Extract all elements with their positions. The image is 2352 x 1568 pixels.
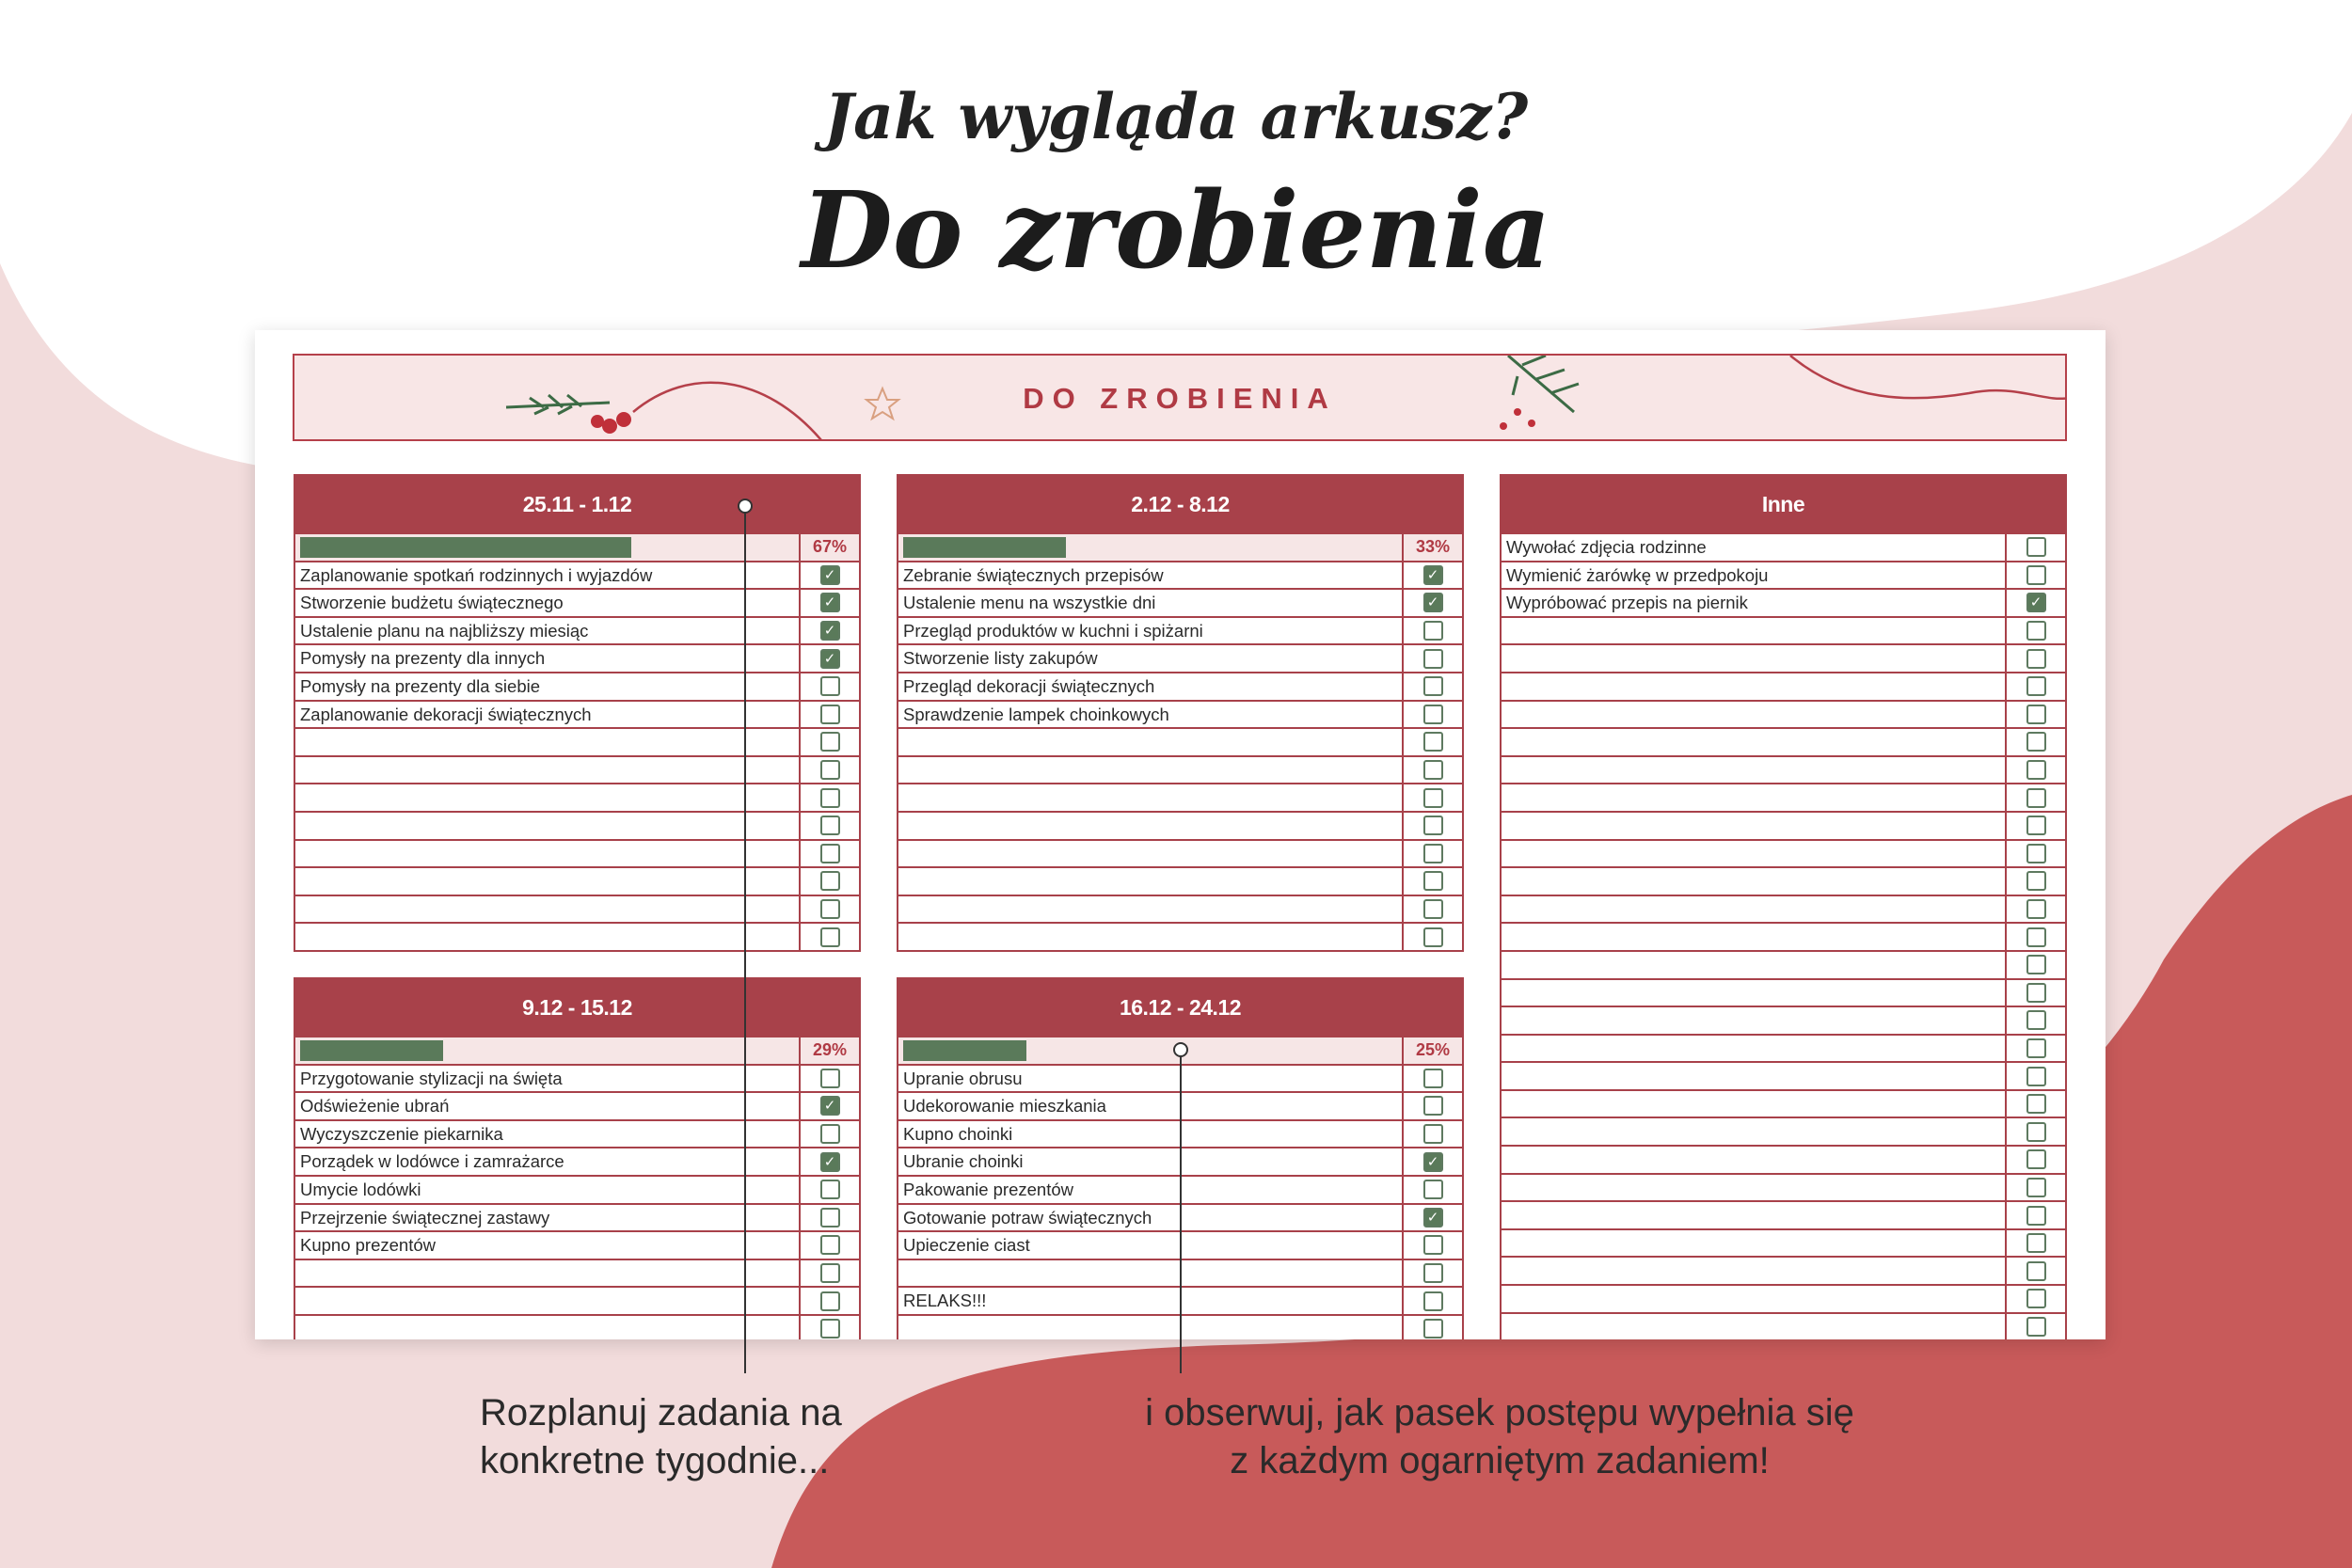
task-row (1502, 1200, 2065, 1228)
task-row (295, 1230, 859, 1259)
task-row (898, 895, 1462, 923)
task-text[interactable] (898, 841, 1404, 867)
task-row (1502, 561, 2065, 589)
task-text[interactable] (1502, 673, 2007, 700)
task-checkbox[interactable]: ✓ (820, 621, 840, 641)
task-text[interactable] (1502, 1202, 2007, 1228)
task-row (1502, 1006, 2065, 1034)
task-checkbox[interactable] (2026, 1261, 2046, 1281)
task-row (898, 561, 1462, 589)
task-text[interactable] (295, 757, 801, 784)
task-text[interactable]: Wyczyszczenie piekarnika (295, 1121, 801, 1148)
progress-percent: 25% (1415, 1040, 1451, 1059)
task-row (295, 1175, 859, 1203)
task-row (898, 616, 1462, 644)
task-checkbox[interactable] (2026, 1010, 2046, 1030)
task-text[interactable] (295, 924, 801, 950)
task-checkbox[interactable]: ✓ (820, 1096, 840, 1116)
task-text[interactable]: Przegląd dekoracji świątecznych (898, 673, 1404, 700)
task-row (1502, 922, 2065, 950)
task-checkbox[interactable] (820, 1208, 840, 1227)
task-checkbox[interactable] (2026, 871, 2046, 891)
task-checkbox[interactable] (2026, 1067, 2046, 1086)
task-checkbox[interactable] (820, 1124, 840, 1144)
task-text[interactable]: Wymienić żarówkę w przedpokoju (1502, 562, 2007, 589)
task-text[interactable]: Gotowanie potraw świątecznych (898, 1205, 1404, 1231)
task-row (898, 839, 1462, 867)
panel-header: 9.12 - 15.12 (295, 979, 859, 1036)
task-text[interactable]: Pomysły na prezenty dla innych (295, 645, 801, 672)
task-panel (897, 474, 1464, 952)
task-checkbox[interactable] (2026, 621, 2046, 641)
task-checkbox[interactable] (1423, 705, 1443, 724)
task-row (1502, 588, 2065, 616)
task-row (295, 922, 859, 950)
task-checkbox[interactable] (2026, 1038, 2046, 1058)
task-checkbox[interactable] (820, 1291, 840, 1311)
task-row (1502, 1284, 2065, 1312)
task-checkbox[interactable]: ✓ (1423, 593, 1443, 612)
task-text[interactable]: Pomysły na prezenty dla siebie (295, 673, 801, 700)
task-text[interactable] (1502, 618, 2007, 644)
task-text[interactable] (898, 1260, 1404, 1287)
task-text[interactable] (1502, 1147, 2007, 1173)
task-text[interactable]: Ustalenie menu na wszystkie dni (898, 590, 1404, 616)
task-text[interactable]: Porządek w lodówce i zamrażarce (295, 1148, 801, 1175)
task-checkbox[interactable] (2026, 1233, 2046, 1253)
task-text[interactable]: Kupno choinki (898, 1121, 1404, 1148)
task-row (295, 1147, 859, 1175)
task-checkbox[interactable] (2026, 760, 2046, 780)
task-text[interactable]: Upranie obrusu (898, 1066, 1404, 1092)
task-row (1502, 700, 2065, 728)
task-checkbox[interactable] (2026, 1206, 2046, 1226)
task-checkbox[interactable] (820, 1180, 840, 1199)
task-checkbox[interactable] (2026, 676, 2046, 696)
task-checkbox[interactable]: ✓ (2026, 593, 2046, 612)
task-row (1502, 1061, 2065, 1089)
task-panel (294, 977, 861, 1339)
task-checkbox[interactable] (2026, 927, 2046, 947)
task-text[interactable]: Pakowanie prezentów (898, 1177, 1404, 1203)
task-text[interactable]: Odświeżenie ubrań (295, 1093, 801, 1119)
task-text[interactable] (295, 896, 801, 923)
task-text[interactable] (898, 868, 1404, 895)
task-text[interactable] (1502, 757, 2007, 784)
task-row (898, 866, 1462, 895)
task-text[interactable] (898, 1316, 1404, 1339)
task-row (1502, 978, 2065, 1006)
task-checkbox[interactable] (820, 732, 840, 752)
task-row (1502, 1089, 2065, 1117)
task-text[interactable]: Kupno prezentów (295, 1232, 801, 1259)
annotation-line-weeks (744, 513, 746, 1373)
task-checkbox[interactable] (1423, 927, 1443, 947)
banner (293, 354, 2067, 441)
task-row (1502, 1228, 2065, 1257)
task-checkbox[interactable] (2026, 732, 2046, 752)
task-text[interactable] (295, 1260, 801, 1287)
task-checkbox[interactable] (2026, 1149, 2046, 1169)
task-checkbox[interactable] (820, 676, 840, 696)
caption-left-line-2: konkretne tygodnie... (480, 1440, 830, 1481)
task-row (295, 1286, 859, 1314)
progress-bar (903, 537, 1066, 558)
task-text[interactable]: Wypróbować przepis na piernik (1502, 590, 2007, 616)
task-checkbox[interactable] (2026, 1289, 2046, 1308)
task-row (1502, 672, 2065, 700)
caption-right-line-1: i obserwuj, jak pasek postępu wypełnia się (1145, 1392, 1854, 1433)
task-text[interactable] (1502, 1007, 2007, 1034)
task-checkbox[interactable] (1423, 1291, 1443, 1311)
task-text[interactable]: Zebranie świątecznych przepisów (898, 562, 1404, 589)
task-checkbox[interactable] (2026, 1178, 2046, 1197)
progress-bar (300, 1040, 443, 1061)
task-checkbox[interactable] (820, 927, 840, 947)
task-checkbox[interactable]: ✓ (1423, 1208, 1443, 1227)
task-text[interactable] (295, 1288, 801, 1314)
task-row (295, 1259, 859, 1287)
task-row (295, 866, 859, 895)
task-text[interactable] (295, 841, 801, 867)
task-text[interactable] (295, 1316, 801, 1339)
task-row (1502, 643, 2065, 672)
task-row (295, 1203, 859, 1231)
task-text[interactable] (898, 729, 1404, 755)
task-row (295, 561, 859, 589)
banner-title: DO ZROBIENIA (1023, 382, 1337, 415)
task-text[interactable] (295, 813, 801, 839)
task-text[interactable]: Stworzenie listy zakupów (898, 645, 1404, 672)
task-row (1502, 866, 2065, 895)
task-panel (294, 474, 861, 952)
task-checkbox[interactable]: ✓ (820, 565, 840, 585)
task-row (295, 783, 859, 811)
task-checkbox[interactable] (1423, 1124, 1443, 1144)
task-row (1502, 1173, 2065, 1201)
task-checkbox[interactable] (2026, 705, 2046, 724)
task-text[interactable] (898, 896, 1404, 923)
task-text[interactable] (1502, 813, 2007, 839)
task-row (295, 616, 859, 644)
task-text[interactable] (1502, 1230, 2007, 1257)
task-row (1502, 1256, 2065, 1284)
task-checkbox[interactable] (1423, 732, 1443, 752)
task-text[interactable] (1502, 841, 2007, 867)
task-checkbox[interactable] (820, 844, 840, 863)
progress-bar (903, 1040, 1026, 1061)
progress-percent: 29% (812, 1040, 848, 1059)
task-row (295, 588, 859, 616)
panel-header: 2.12 - 8.12 (898, 476, 1462, 532)
task-row (1502, 755, 2065, 784)
task-checkbox[interactable] (2026, 844, 2046, 863)
task-checkbox[interactable] (2026, 816, 2046, 835)
task-row (295, 811, 859, 839)
task-text[interactable] (1502, 980, 2007, 1006)
task-text[interactable]: Zaplanowanie dekoracji świątecznych (295, 702, 801, 728)
task-row (295, 672, 859, 700)
task-checkbox[interactable] (820, 788, 840, 808)
task-row (1502, 950, 2065, 978)
task-text[interactable] (1502, 896, 2007, 923)
task-checkbox[interactable] (820, 1069, 840, 1088)
task-checkbox[interactable] (1423, 788, 1443, 808)
progress-row (295, 1036, 859, 1064)
task-row (1502, 616, 2065, 644)
task-text[interactable] (1502, 702, 2007, 728)
task-text[interactable] (898, 757, 1404, 784)
task-text[interactable]: Ustalenie planu na najbliższy miesiąc (295, 618, 801, 644)
task-checkbox[interactable] (2026, 983, 2046, 1003)
task-row (1502, 1145, 2065, 1173)
task-checkbox[interactable] (820, 816, 840, 835)
task-checkbox[interactable] (820, 760, 840, 780)
task-checkbox[interactable] (2026, 649, 2046, 669)
task-checkbox[interactable] (1423, 871, 1443, 891)
task-row (1502, 1312, 2065, 1339)
task-row (295, 1119, 859, 1148)
task-text[interactable] (295, 729, 801, 755)
task-text[interactable] (295, 784, 801, 811)
task-checkbox[interactable] (820, 871, 840, 891)
task-row (1502, 532, 2065, 561)
task-text[interactable]: Umycie lodówki (295, 1177, 801, 1203)
annotation-line-progress (1180, 1053, 1182, 1373)
progress-row (295, 532, 859, 561)
task-checkbox[interactable] (820, 705, 840, 724)
task-checkbox[interactable] (2026, 899, 2046, 919)
task-row (295, 755, 859, 784)
task-row (1502, 839, 2065, 867)
task-checkbox[interactable]: ✓ (820, 593, 840, 612)
task-checkbox[interactable] (1423, 621, 1443, 641)
task-checkbox[interactable] (2026, 565, 2046, 585)
progress-bar (300, 537, 631, 558)
task-checkbox[interactable] (1423, 1180, 1443, 1199)
task-checkbox[interactable] (1423, 1263, 1443, 1283)
panel-header: 16.12 - 24.12 (898, 979, 1462, 1036)
panel-header: Inne (1502, 476, 2065, 532)
task-checkbox[interactable]: ✓ (820, 649, 840, 669)
task-checkbox[interactable] (1423, 899, 1443, 919)
task-text[interactable]: Sprawdzenie lampek choinkowych (898, 702, 1404, 728)
task-checkbox[interactable] (820, 899, 840, 919)
task-row (295, 839, 859, 867)
task-text[interactable] (1502, 1314, 2007, 1339)
task-checkbox[interactable] (1423, 1319, 1443, 1338)
task-checkbox[interactable] (1423, 1069, 1443, 1088)
task-row (295, 700, 859, 728)
task-checkbox[interactable] (1423, 1235, 1443, 1255)
task-row (898, 672, 1462, 700)
progress-row (898, 532, 1462, 561)
task-row (898, 727, 1462, 755)
task-text[interactable]: Ubranie choinki (898, 1148, 1404, 1175)
task-checkbox[interactable] (1423, 649, 1443, 669)
progress-percent: 67% (812, 537, 848, 556)
task-text[interactable]: Wywołać zdjęcia rodzinne (1502, 534, 2007, 561)
task-checkbox[interactable] (2026, 1094, 2046, 1114)
task-text[interactable]: RELAKS!!! (898, 1288, 1404, 1314)
task-panel (1500, 474, 2067, 1339)
page-subtitle: Jak wygląda arkusz? (823, 80, 1529, 153)
task-checkbox[interactable]: ✓ (1423, 1152, 1443, 1172)
task-checkbox[interactable] (2026, 537, 2046, 557)
task-text[interactable] (1502, 1175, 2007, 1201)
task-checkbox[interactable] (1423, 816, 1443, 835)
task-text[interactable]: Przygotowanie stylizacji na święta (295, 1066, 801, 1092)
task-checkbox[interactable] (2026, 955, 2046, 974)
task-text[interactable]: Udekorowanie mieszkania (898, 1093, 1404, 1119)
task-text[interactable] (1502, 784, 2007, 811)
task-text[interactable]: Stworzenie budżetu świątecznego (295, 590, 801, 616)
page-title: Do zrobienia (801, 169, 1551, 293)
task-row (1502, 811, 2065, 839)
task-checkbox[interactable] (2026, 1317, 2046, 1337)
task-text[interactable] (1502, 924, 2007, 950)
task-checkbox[interactable] (1423, 676, 1443, 696)
task-text[interactable] (295, 868, 801, 895)
task-checkbox[interactable] (2026, 788, 2046, 808)
task-checkbox[interactable] (1423, 844, 1443, 863)
task-checkbox[interactable] (2026, 1122, 2046, 1142)
caption-left (480, 1389, 842, 1485)
task-row (898, 811, 1462, 839)
annotation-dot-progress (1173, 1042, 1188, 1057)
task-text[interactable]: Zaplanowanie spotkań rodzinnych i wyjazdów (295, 562, 801, 589)
task-text[interactable]: Upieczenie ciast (898, 1232, 1404, 1259)
task-text[interactable] (1502, 729, 2007, 755)
task-row (1502, 1117, 2065, 1145)
task-text[interactable] (1502, 1091, 2007, 1117)
task-text[interactable] (1502, 952, 2007, 978)
task-row (1502, 727, 2065, 755)
caption-right-line-2: z każdym ogarniętym zadaniem! (1230, 1440, 1770, 1481)
task-text[interactable] (898, 813, 1404, 839)
caption-left-line-1: Rozplanuj zadania na (480, 1392, 842, 1433)
task-row (295, 895, 859, 923)
task-text[interactable] (1502, 645, 2007, 672)
task-row (295, 643, 859, 672)
task-row (898, 588, 1462, 616)
task-checkbox[interactable]: ✓ (1423, 565, 1443, 585)
task-row (295, 1064, 859, 1092)
task-text[interactable]: Przejrzenie świątecznej zastawy (295, 1205, 801, 1231)
task-text[interactable] (1502, 1063, 2007, 1089)
task-row (295, 1091, 859, 1119)
task-checkbox[interactable] (1423, 1096, 1443, 1116)
panel-header: 25.11 - 1.12 (295, 476, 859, 532)
task-row (898, 922, 1462, 950)
task-row (898, 755, 1462, 784)
task-text[interactable] (1502, 868, 2007, 895)
task-text[interactable]: Przegląd produktów w kuchni i spiżarni (898, 618, 1404, 644)
task-text[interactable] (898, 784, 1404, 811)
task-text[interactable] (898, 924, 1404, 950)
progress-percent: 33% (1415, 537, 1451, 556)
task-text[interactable] (1502, 1258, 2007, 1284)
task-row (898, 700, 1462, 728)
task-checkbox[interactable] (820, 1263, 840, 1283)
task-row (1502, 1034, 2065, 1062)
task-row (1502, 895, 2065, 923)
task-checkbox[interactable] (820, 1319, 840, 1338)
task-row (295, 1314, 859, 1339)
task-row (295, 727, 859, 755)
annotation-dot-weeks (738, 499, 753, 514)
task-row (898, 643, 1462, 672)
caption-right (1029, 1389, 1970, 1485)
task-text[interactable] (1502, 1036, 2007, 1062)
task-row (898, 783, 1462, 811)
task-row (1502, 783, 2065, 811)
task-checkbox[interactable] (1423, 760, 1443, 780)
task-checkbox[interactable]: ✓ (820, 1152, 840, 1172)
task-checkbox[interactable] (820, 1235, 840, 1255)
task-text[interactable] (1502, 1286, 2007, 1312)
task-text[interactable] (1502, 1118, 2007, 1145)
